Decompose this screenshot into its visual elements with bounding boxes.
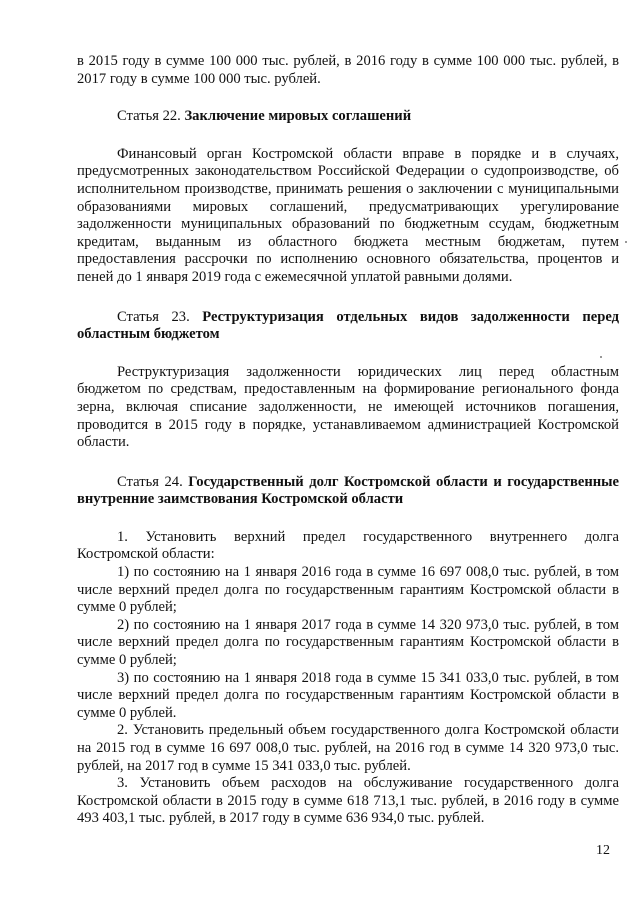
article-24-item-3: 3. Установить объем расходов на обслуживание государственного долга Костромской области в 2015 году в сумме 618 713,1 тыс. рублей, в 2016 году в сумме 493 403,1 тыс. рублей, в 2017 году в сумме 636 934,0 тыс. рублей. (77, 775, 619, 827)
article-22-heading (77, 108, 619, 126)
article-22-title: Заключение мировых соглашений (184, 108, 412, 125)
article-24-subitem-1: 1) по состоянию на 1 января 2016 года в сумме 16 697 008,0 тыс. рублей, в том числе верхний предел долга по государственным гарантиям Костромской области в сумме 0 рублей; (77, 564, 619, 616)
page-number: 12 (596, 843, 610, 858)
article-23-body: Реструктуризация задолженности юридических лиц перед областным бюджетом по средствам, предоставленным на формирование регионального фонда зерна, включая списание задолженности, не имеющей источников погашения, проводится в 2015 году в порядке, устанавливаемом администрацией Костромской области. (77, 363, 619, 451)
article-23-number: Статья 23. (117, 308, 203, 325)
article-24-number: Статья 24. (117, 473, 189, 490)
article-24-heading (77, 474, 619, 509)
article-23-title: Реструктуризация отдельных видов задолженности перед областным бюджетом (77, 308, 619, 343)
article-24-subitem-2: 2) по состоянию на 1 января 2017 года в сумме 14 320 973,0 тыс. рублей, в том числе верхний предел долга по государственным гарантиям Костромской области в сумме 0 рублей; (77, 616, 619, 669)
article-22-number: Статья 22. (117, 108, 185, 125)
scan-speck (625, 241, 627, 243)
scan-speck (600, 356, 602, 358)
article-24-subitem-3: 3) по состоянию на 1 января 2018 года в сумме 15 341 033,0 тыс. рублей, в том числе верхний предел долга по государственным гарантиям Костромской области в сумме 0 рублей. (77, 669, 619, 721)
article-24-title: Государственный долг Костромской области и государственные внутренние заимствования Костромской области (77, 473, 620, 508)
article-23-heading (77, 309, 619, 344)
document-page (77, 53, 619, 828)
intro-paragraph: в 2015 году в сумме 100 000 тыс. рублей, в 2016 году в сумме 100 000 тыс. рублей, в 2017 году в сумме 100 000 тыс. рублей. (77, 53, 619, 87)
article-22-body: Финансовый орган Костромской области вправе в порядке и в случаях, предусмотренных законодательством Российской Федерации о судопроизводстве, об исполнительном производстве, принимать решения о заключении с муниципальными образованиями мировых соглашений, предусматривающих урегулирование задолженности муниципальных образований по бюджетным ссудам, бюджетным кредитам, выданным из областного бюджета местным бюджетам, путем предоставления рассрочки по исполнению основного обязательства, процентов и пеней до 1 января 2019 года с ежемесячной уплатой равными долями. (77, 145, 619, 285)
article-24-item-2: 2. Установить предельный объем государственного долга Костромской области на 2015 год в сумме 16 697 008,0 тыс. рублей, на 2016 год в сумме 14 320 973,0 тыс. рублей, на 2017 год в сумме 15 341 033,0 тыс. рублей. (77, 722, 619, 774)
article-24-item-1: 1. Установить верхний предел государственного внутреннего долга Костромской области: (77, 528, 619, 563)
